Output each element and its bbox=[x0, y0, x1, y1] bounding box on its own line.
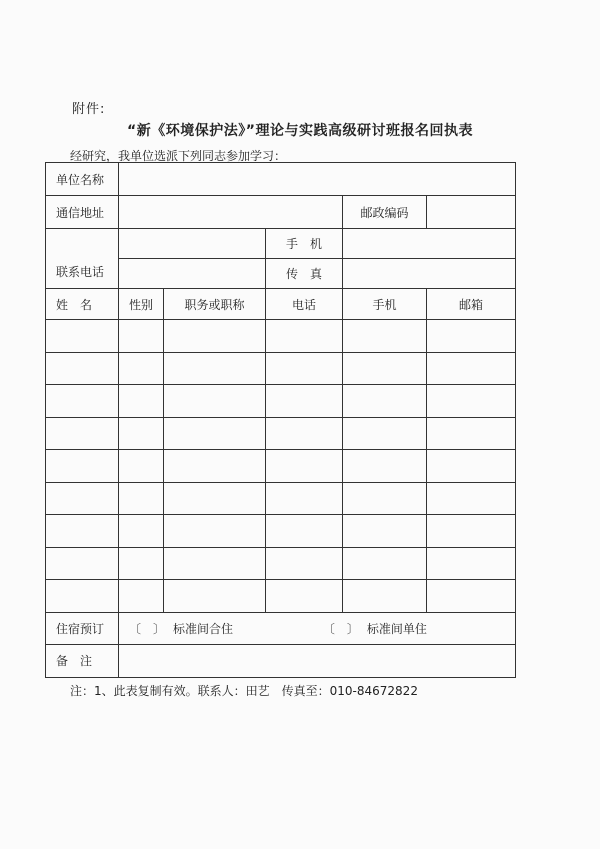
footnote: 注：1、此表复制有效。联系人：田艺 传真至：010-84672822 bbox=[70, 684, 418, 698]
accommodation-row bbox=[46, 612, 516, 644]
header-phone: 电话 bbox=[266, 289, 343, 320]
mobile-cell[interactable] bbox=[343, 547, 427, 580]
phone-cell[interactable] bbox=[266, 352, 343, 385]
remarks-label: 备 注 bbox=[46, 644, 119, 677]
mobile-cell[interactable] bbox=[343, 352, 427, 385]
gender-cell[interactable] bbox=[119, 385, 164, 418]
fax-field[interactable] bbox=[343, 259, 516, 289]
remarks-field[interactable] bbox=[119, 644, 516, 677]
gender-cell[interactable] bbox=[119, 547, 164, 580]
unit-name-field[interactable] bbox=[119, 163, 516, 196]
phone-cell[interactable] bbox=[266, 482, 343, 515]
email-cell[interactable] bbox=[427, 385, 516, 418]
name-cell[interactable] bbox=[46, 580, 119, 613]
position-cell[interactable] bbox=[164, 320, 266, 353]
accommodation-options bbox=[119, 612, 516, 644]
contact-phone-field-2[interactable] bbox=[119, 259, 266, 289]
email-cell[interactable] bbox=[427, 352, 516, 385]
table-row bbox=[46, 580, 516, 613]
position-cell[interactable] bbox=[164, 580, 266, 613]
gender-cell[interactable] bbox=[119, 352, 164, 385]
gender-cell[interactable] bbox=[119, 515, 164, 548]
position-cell[interactable] bbox=[164, 450, 266, 483]
name-cell[interactable] bbox=[46, 450, 119, 483]
mobile-cell[interactable] bbox=[343, 385, 427, 418]
name-cell[interactable] bbox=[46, 547, 119, 580]
email-cell[interactable] bbox=[427, 580, 516, 613]
table-row bbox=[46, 385, 516, 418]
email-cell[interactable] bbox=[427, 547, 516, 580]
table-row bbox=[46, 320, 516, 353]
contact-phone-field[interactable] bbox=[119, 229, 266, 259]
position-cell[interactable] bbox=[164, 385, 266, 418]
gender-cell[interactable] bbox=[119, 417, 164, 450]
mobile-cell[interactable] bbox=[343, 482, 427, 515]
phone-cell[interactable] bbox=[266, 580, 343, 613]
table-row bbox=[46, 352, 516, 385]
accommodation-label: 住宿预订 bbox=[46, 612, 119, 644]
address-row bbox=[46, 196, 516, 229]
address-label: 通信地址 bbox=[46, 196, 119, 229]
name-cell[interactable] bbox=[46, 417, 119, 450]
email-cell[interactable] bbox=[427, 320, 516, 353]
position-cell[interactable] bbox=[164, 515, 266, 548]
unit-name-row bbox=[46, 163, 516, 196]
mobile-row bbox=[46, 229, 516, 259]
gender-cell[interactable] bbox=[119, 450, 164, 483]
position-cell[interactable] bbox=[164, 417, 266, 450]
postcode-field[interactable] bbox=[427, 196, 516, 229]
position-cell[interactable] bbox=[164, 482, 266, 515]
phone-cell[interactable] bbox=[266, 417, 343, 450]
table-row bbox=[46, 482, 516, 515]
header-name: 姓 名 bbox=[46, 289, 119, 320]
name-cell[interactable] bbox=[46, 482, 119, 515]
mobile-label: 手 机 bbox=[266, 229, 343, 259]
name-cell[interactable] bbox=[46, 515, 119, 548]
phone-cell[interactable] bbox=[266, 450, 343, 483]
single-room-checkbox[interactable]: 〔 〕 bbox=[322, 621, 359, 636]
mobile-cell[interactable] bbox=[343, 320, 427, 353]
header-email: 邮箱 bbox=[427, 289, 516, 320]
single-room-option[interactable] bbox=[323, 620, 427, 637]
phone-cell[interactable] bbox=[266, 320, 343, 353]
header-gender: 性别 bbox=[119, 289, 164, 320]
address-field[interactable] bbox=[119, 196, 343, 229]
table-row bbox=[46, 515, 516, 548]
twin-room-checkbox[interactable]: 〔 〕 bbox=[129, 621, 166, 636]
unit-name-label: 单位名称 bbox=[46, 163, 119, 196]
postcode-label: 邮政编码 bbox=[343, 196, 427, 229]
mobile-cell[interactable] bbox=[343, 515, 427, 548]
twin-room-label: 标准间合住 bbox=[173, 621, 234, 636]
table-row bbox=[46, 417, 516, 450]
name-cell[interactable] bbox=[46, 385, 119, 418]
email-cell[interactable] bbox=[427, 515, 516, 548]
mobile-cell[interactable] bbox=[343, 580, 427, 613]
email-cell[interactable] bbox=[427, 482, 516, 515]
registration-form-table bbox=[45, 162, 516, 678]
position-cell[interactable] bbox=[164, 352, 266, 385]
header-mobile: 手机 bbox=[343, 289, 427, 320]
phone-cell[interactable] bbox=[266, 385, 343, 418]
contact-phone-label: 联系电话 bbox=[46, 229, 119, 289]
table-row bbox=[46, 450, 516, 483]
twin-room-option[interactable] bbox=[129, 622, 237, 636]
remarks-row bbox=[46, 644, 516, 677]
email-cell[interactable] bbox=[427, 417, 516, 450]
form-title: “新《环境保护法》”理论与实践高级研讨班报名回执表 bbox=[127, 123, 473, 139]
single-room-label: 标准间单住 bbox=[366, 621, 427, 636]
attachment-label: 附件: bbox=[72, 102, 106, 117]
fax-label: 传 真 bbox=[266, 259, 343, 289]
mobile-cell[interactable] bbox=[343, 450, 427, 483]
mobile-field[interactable] bbox=[343, 229, 516, 259]
table-row bbox=[46, 547, 516, 580]
mobile-cell[interactable] bbox=[343, 417, 427, 450]
gender-cell[interactable] bbox=[119, 482, 164, 515]
phone-cell[interactable] bbox=[266, 515, 343, 548]
position-cell[interactable] bbox=[164, 547, 266, 580]
intro-text: 经研究，我单位选派下列同志参加学习： bbox=[70, 149, 287, 163]
phone-cell[interactable] bbox=[266, 547, 343, 580]
header-position: 职务或职称 bbox=[164, 289, 266, 320]
email-cell[interactable] bbox=[427, 450, 516, 483]
gender-cell[interactable] bbox=[119, 320, 164, 353]
attendee-header-row bbox=[46, 289, 516, 320]
name-cell[interactable] bbox=[46, 320, 119, 353]
gender-cell[interactable] bbox=[119, 580, 164, 613]
name-cell[interactable] bbox=[46, 352, 119, 385]
